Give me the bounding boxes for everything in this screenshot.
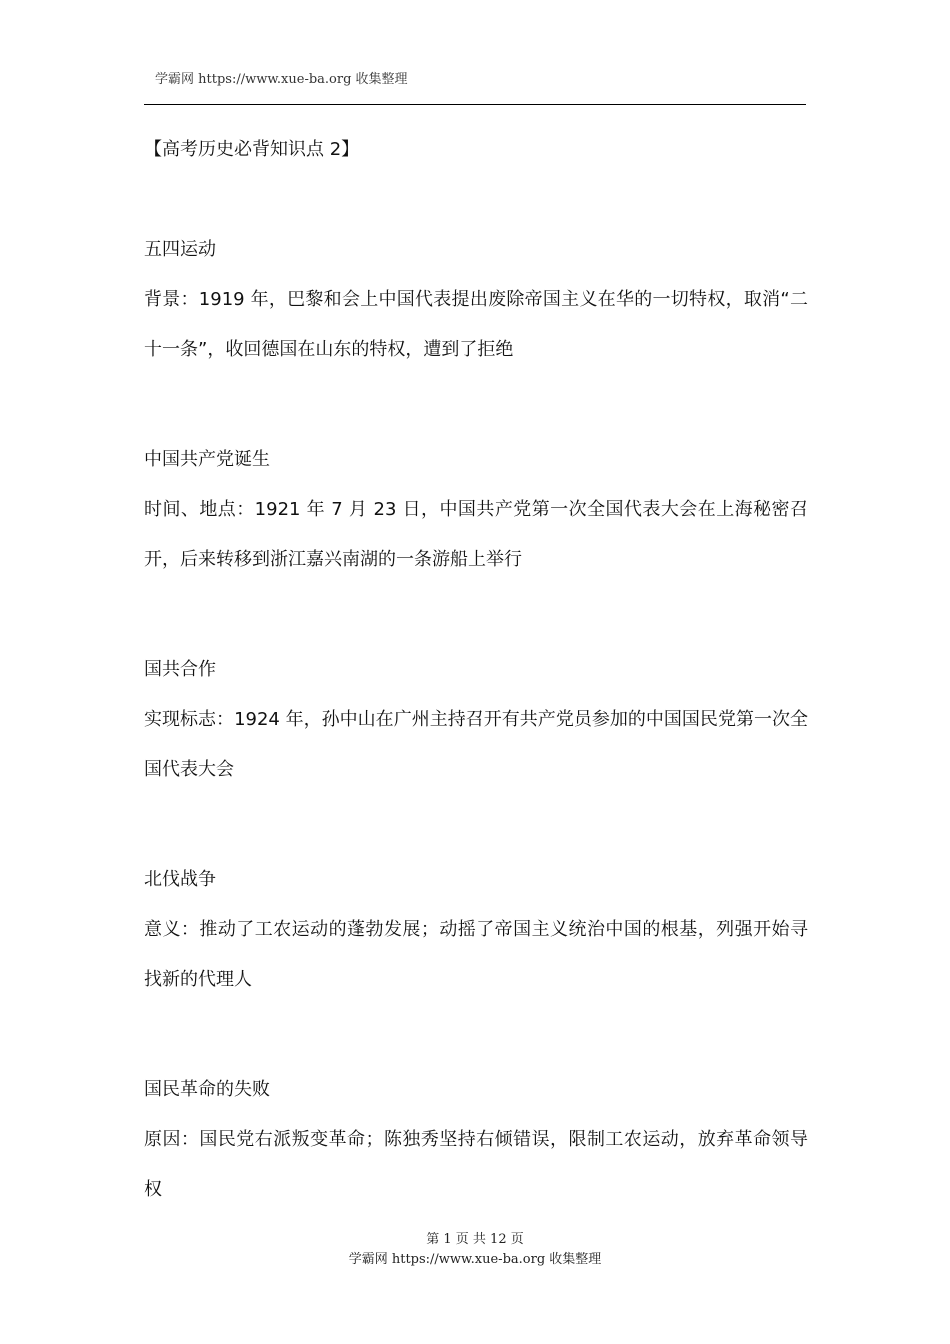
section-revolution-failure [144,1075,808,1215]
document-title: 【高考历史必背知识点 2】 [144,139,360,160]
section-text: 背景：1919 年，巴黎和会上中国代表提出废除帝国主义在华的一切特权，取消“二十一条”，收回德国在山东的特权，遭到了拒绝 [144,289,808,360]
page-number: 第 1 页 共 12 页 [426,1232,524,1247]
section-heading: 中国共产党诞生 [144,449,270,470]
section-text: 意义：推动了工农运动的蓬勃发展；动摇了帝国主义统治中国的根基，列强开始寻找新的代理人 [144,919,808,990]
section-kmt-cpc-cooperation [144,655,808,795]
document-body [144,135,808,1215]
page-header: 学霸网 https://www.xue-ba.org 收集整理 [155,72,408,87]
section-text: 原因：国民党右派叛变革命；陈独秀坚持右倾错误，限制工农运动，放弃革命领导权 [144,1129,808,1200]
section-text: 时间、地点：1921 年 7 月 23 日，中国共产党第一次全国代表大会在上海秘密召开，后来转移到浙江嘉兴南湖的一条游船上举行 [144,499,808,570]
section-may-fourth [144,235,808,375]
section-heading: 国共合作 [144,659,216,680]
section-heading: 北伐战争 [144,869,216,890]
section-cpc-founding [144,445,808,585]
section-northern-expedition [144,865,808,1005]
section-text: 实现标志：1924 年，孙中山在广州主持召开有共产党员参加的中国国民党第一次全国代表大会 [144,709,808,780]
header-divider [144,104,806,105]
page-footer: 学霸网 https://www.xue-ba.org 收集整理 [348,1252,602,1267]
section-heading: 国民革命的失败 [144,1079,270,1100]
section-heading: 五四运动 [144,239,216,260]
